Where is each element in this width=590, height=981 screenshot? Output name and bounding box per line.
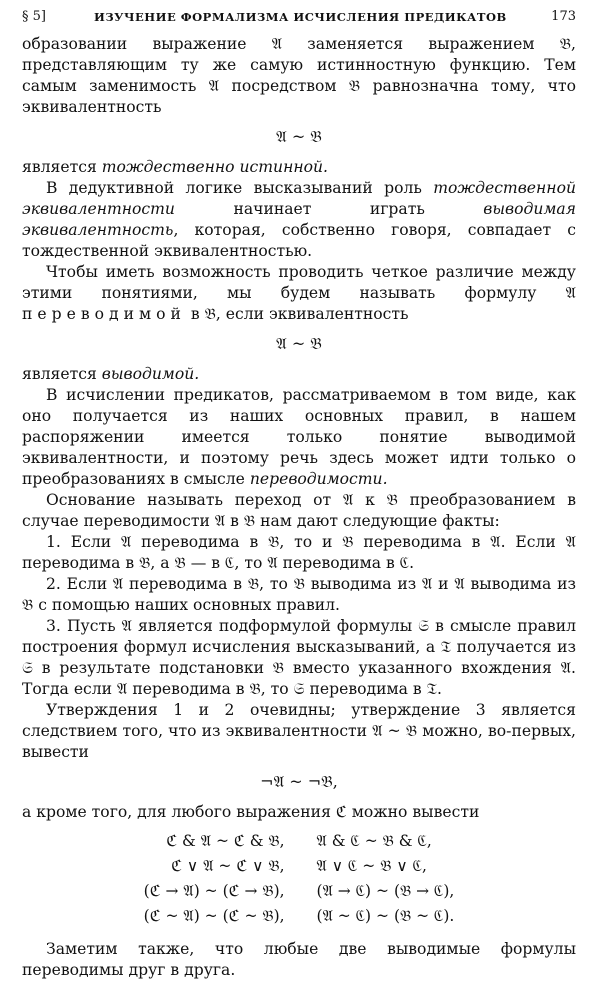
emphasis-derivable-equivalence: выводимая эквивалентность (22, 200, 576, 239)
formula-right: (𝔄 → ℭ) ~ (𝔅 → ℭ), (316, 882, 455, 900)
emphasis-identically-true: тождественно истинной. (101, 158, 329, 176)
formula-right: 𝔄 & ℭ ~ 𝔅 & ℭ, (316, 832, 432, 850)
paragraph-3 (22, 178, 576, 262)
running-header (22, 6, 576, 34)
paragraph-3-a: В дедуктивной логике высказываний роль (46, 179, 434, 197)
formula-row (128, 904, 471, 929)
paragraph-3-c: , которая, собственно говоря, совпадает с тождественной эквивалентностью. (22, 221, 576, 260)
page-number: 173 (551, 9, 576, 24)
emphasis-derivable: выводимой. (101, 365, 200, 383)
paragraph-6-a: В исчислении предикатов, рассматриваемом в том виде, как оно получается из наших основных правил, в нашем распоряжении имеется только понятие выводимой эквивалентности, и поэтому речь здесь может идти только о преобразованиях в смысле (22, 386, 576, 488)
formula-left: ℭ & 𝔄 ~ ℭ & 𝔅, (166, 832, 285, 850)
formula-right: 𝔄 ∨ ℭ ~ 𝔅 ∨ ℭ, (316, 857, 427, 875)
fact-3: 3. Пусть 𝔄 является подформулой формулы 𝔖 в смысле правил построения формул исчисления высказываний, а 𝔗 получается из 𝔖 в результате подстановки 𝔅 вместо указанного вхождения 𝔄. Тогда если 𝔄 переводима в 𝔅, то 𝔖 переводима в 𝔗. (22, 617, 576, 698)
formula-row (128, 854, 471, 879)
paragraph-4-b: в 𝔅, если эквивалентность (185, 305, 409, 323)
book-page (22, 6, 576, 981)
paragraph-10: Заметим также, что любые две выводимые формулы переводимы друг в друга. (22, 940, 576, 979)
formula-negation: ¬𝔄 ~ ¬𝔅, (260, 772, 338, 791)
spaced-term-translatable: переводимой (22, 305, 186, 323)
formula-left: ℭ ∨ 𝔄 ~ ℭ ∨ 𝔅, (171, 857, 285, 875)
page-body (22, 34, 576, 981)
formula-row (128, 829, 471, 854)
paragraph-2-text: является (22, 158, 102, 176)
paragraph-4-a: Чтобы иметь возможность проводить четкое различие между этими понятиями, мы будем называть формулу 𝔄 (22, 263, 576, 302)
formula-table (128, 829, 471, 929)
paragraph-1: образовании выражение 𝔄 заменяется выражением 𝔅, представляющим ту же самую истинностную функцию. Тем самым заменимость 𝔄 посредством 𝔅 равнозначна тому, что эквивалентность (22, 35, 576, 116)
paragraph-8: Утверждения 1 и 2 очевидны; утверждение 3 является следствием того, что из эквивалентности 𝔄 ~ 𝔅 можно, во-первых, вывести (22, 701, 576, 761)
formula-left: (ℭ ~ 𝔄) ~ (ℭ ~ 𝔅), (143, 907, 285, 925)
paragraph-2 (22, 157, 576, 178)
fact-2: 2. Если 𝔄 переводима в 𝔅, то 𝔅 выводима из 𝔄 и 𝔄 выводима из 𝔅 с помощью наших основных правил. (22, 575, 576, 614)
paragraph-5-text: является (22, 365, 102, 383)
paragraph-4 (22, 262, 576, 325)
formula-right: (𝔄 ~ ℭ) ~ (𝔅 ~ ℭ). (316, 907, 455, 925)
paragraph-5 (22, 364, 576, 385)
paragraph-9: а кроме того, для любого выражения ℭ можно вывести (22, 803, 480, 821)
formula-equivalence-2: 𝔄 ~ 𝔅 (276, 334, 322, 353)
paragraph-7: Основание называть переход от 𝔄 к 𝔅 преобразованием в случае переводимости 𝔄 в 𝔅 нам дают следующие факты: (22, 491, 576, 530)
fact-1: 1. Если 𝔄 переводима в 𝔅, то и 𝔅 переводима в 𝔄. Если 𝔄 переводима в 𝔅, а 𝔅 — в ℭ, то 𝔄 переводима в ℭ. (22, 533, 576, 572)
formula-equivalence-1: 𝔄 ~ 𝔅 (276, 127, 322, 146)
paragraph-6 (22, 385, 576, 490)
section-marker: § 5] (22, 9, 46, 24)
formula-left: (ℭ → 𝔄) ~ (ℭ → 𝔅), (143, 882, 285, 900)
paragraph-3-b: начинает играть (174, 200, 484, 218)
formula-row (128, 879, 471, 904)
emphasis-translatability: переводимости. (249, 470, 388, 488)
running-title: ИЗУЧЕНИЕ ФОРМАЛИЗМА ИСЧИСЛЕНИЯ ПРЕДИКАТОВ (94, 10, 507, 24)
emphasis-identical-equivalence: тождественной эквивалентности (22, 179, 576, 218)
